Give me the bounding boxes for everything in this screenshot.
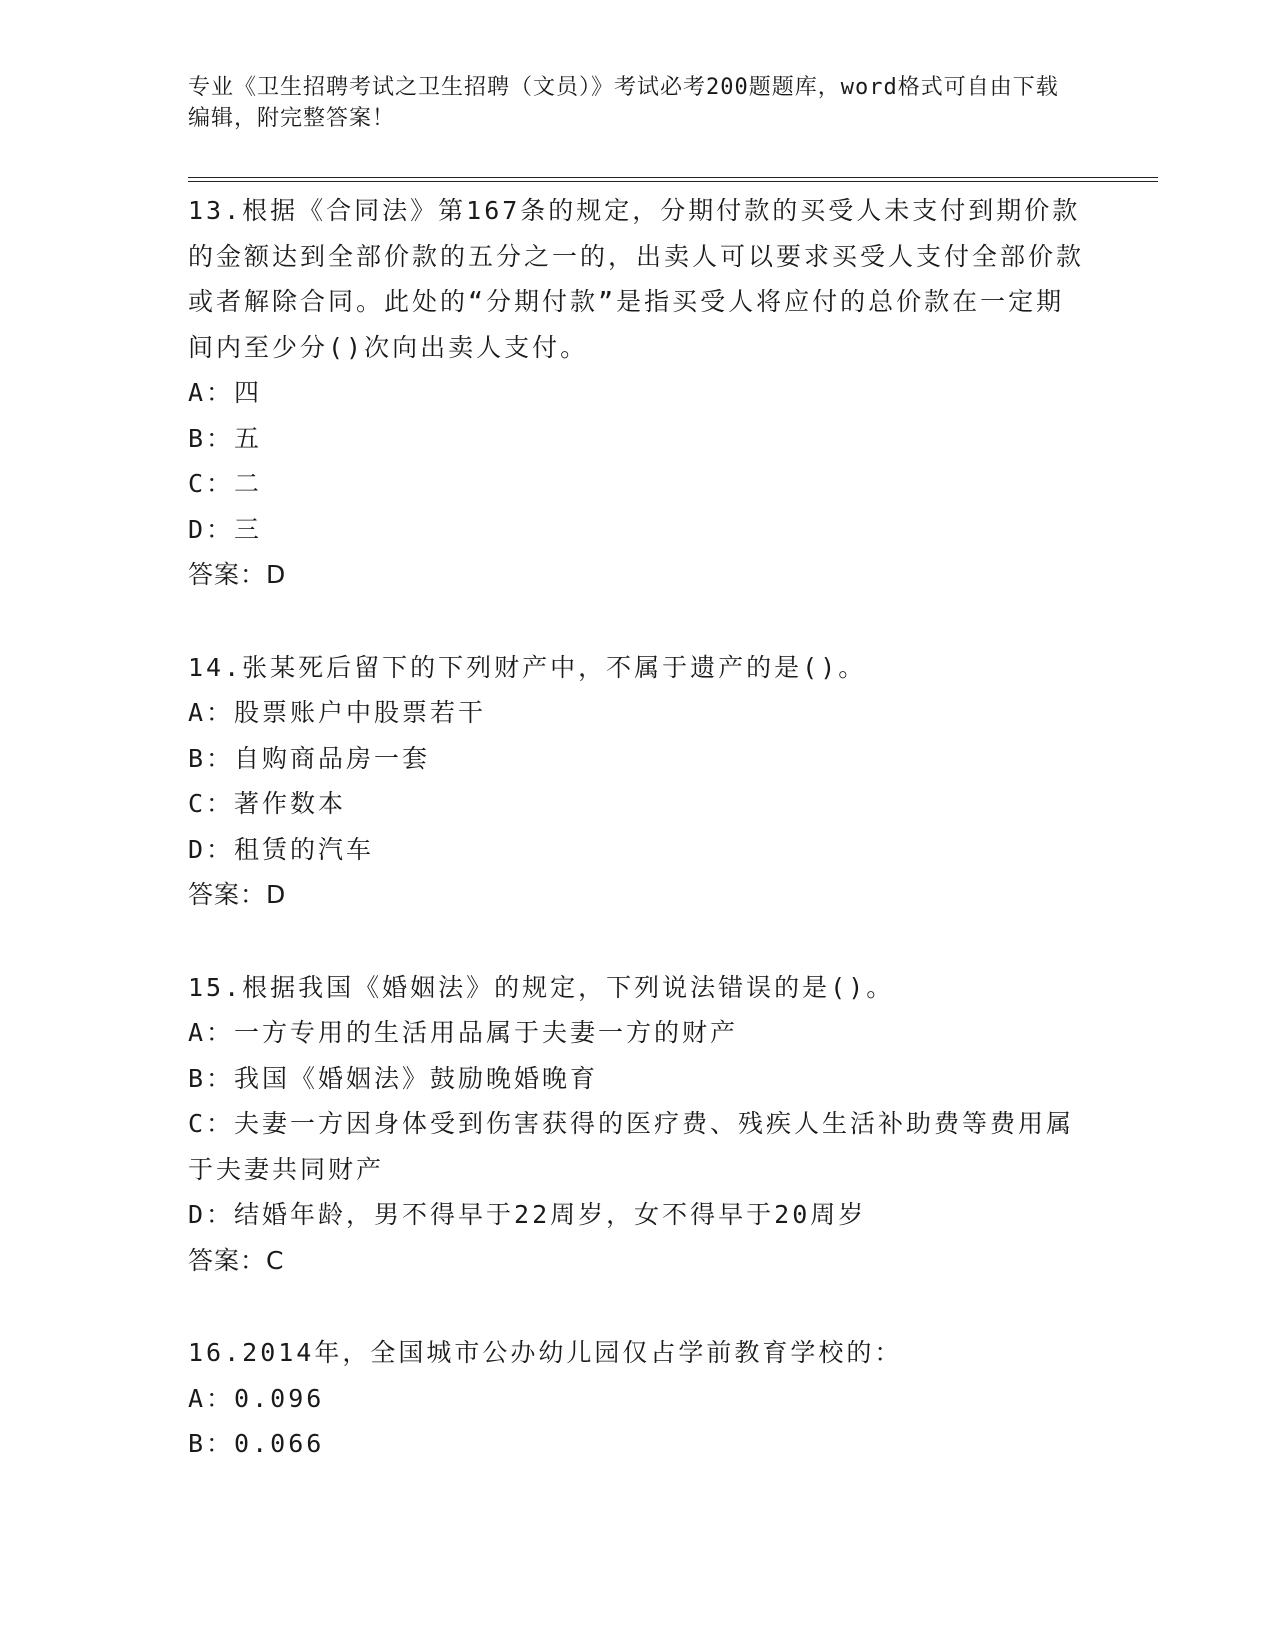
question-16 [188,1330,1088,1467]
option-c: C：二 [188,469,263,498]
question-13 [188,188,1088,598]
option-b: B：自购商品房一套 [188,743,431,773]
question-stem: 16.2014年，全国城市公办幼儿园仅占学前教育学校的： [188,1338,903,1367]
option-b: B：0.066 [188,1429,325,1458]
option-a: A：股票账户中股票若干 [188,698,487,727]
page-header: 专业《卫生招聘考试之卫生招聘（文员）》考试必考200题题库，word格式可自由下载编辑，附完整答案！ [188,75,1059,131]
question-14 [188,645,1088,918]
option-d: D：租赁的汽车 [188,834,375,864]
answer-line: 答案：C [188,1245,285,1275]
option-a: A：四 [188,378,263,407]
answer-line: 答案：D [188,880,287,909]
header-divider-thin [188,181,1158,182]
question-stem: 15.根据我国《婚姻法》的规定，下列说法错误的是()。 [188,972,895,1002]
question-15 [188,965,1088,1284]
option-d: D：三 [188,514,263,544]
question-list [188,188,1088,1514]
option-b: B：五 [188,423,263,453]
option-d: D：结婚年龄，男不得早于22周岁，女不得早于20周岁 [188,1200,867,1229]
option-a: A：0.096 [188,1383,325,1413]
header-divider-thick [188,177,1158,178]
question-stem: 13.根据《合同法》第167条的规定，分期付款的买受人未支付到期价款的金额达到全部价款的五分之一的，出卖人可以要求买受人支付全部价款或者解除合同。此处的“分期付款”是指买受人将应付的总价款在一定期间内至少分()次向出卖人支付。 [188,196,1085,362]
question-stem: 14.张某死后留下的下列财产中，不属于遗产的是()。 [188,652,867,682]
option-c: C：夫妻一方因身体受到伤害获得的医疗费、残疾人生活补助费等费用属于夫妻共同财产 [188,1109,1075,1184]
option-a: A：一方专用的生活用品属于夫妻一方的财产 [188,1018,739,1047]
option-c: C：著作数本 [188,789,347,818]
answer-line: 答案：D [188,560,287,589]
option-b: B：我国《婚姻法》鼓励晚婚晚育 [188,1063,599,1093]
